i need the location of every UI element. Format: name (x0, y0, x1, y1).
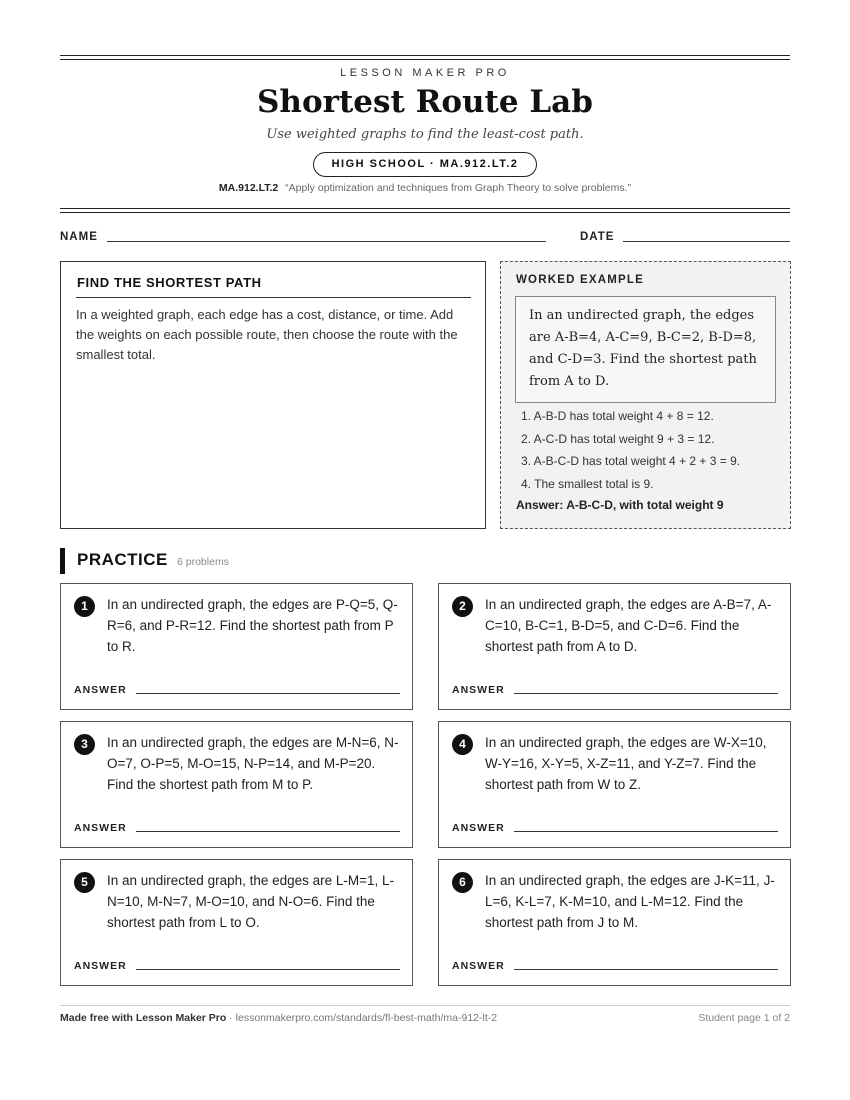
footer-maker: Made free with Lesson Maker Pro (60, 1012, 227, 1024)
footer-divider (60, 1005, 790, 1006)
worked-example-steps (521, 405, 786, 495)
date-field[interactable] (623, 241, 790, 242)
grade-standard-badge: HIGH SCHOOL · MA.912.LT.2 (313, 152, 537, 177)
problem-number-badge: 3 (74, 734, 95, 755)
intro-title: FIND THE SHORTEST PATH (77, 275, 262, 290)
problem-number-badge: 4 (452, 734, 473, 755)
problem-number-badge: 5 (74, 872, 95, 893)
problem-card-6 (438, 859, 791, 986)
worked-example-step: 4. The smallest total is 9. (521, 476, 654, 491)
header-divider-inner (60, 212, 790, 213)
answer-field[interactable] (514, 831, 778, 832)
worked-example-step: 1. A-B-D has total weight 4 + 8 = 12. (521, 409, 714, 423)
worked-example-step: 2. A-C-D has total weight 9 + 3 = 12. (521, 431, 715, 446)
problem-text: In an undirected graph, the edges are A-B=7, A-C=10, B-C=1, B-D=5, and C-D=6. Find the shortest path from A to D. (485, 597, 772, 654)
intro-box (60, 261, 486, 529)
problem-card-1 (60, 583, 413, 710)
standard-text: “Apply optimization and techniques from Graph Theory to solve problems.” (285, 182, 632, 194)
problem-text: In an undirected graph, the edges are J-K=11, J-L=6, K-L=7, K-M=10, and L-M=12. Find the shortest path from J to M. (485, 873, 775, 930)
problem-text: In an undirected graph, the edges are W-X=10, W-Y=16, X-Y=5, X-Z=11, and Y-Z=7. Find the shortest path from W to Z. (485, 735, 767, 792)
answer-field[interactable] (514, 969, 778, 970)
problem-number-badge: 1 (74, 596, 95, 617)
problem-card-5 (60, 859, 413, 986)
date-label: DATE (580, 231, 615, 243)
footer-url[interactable]: · lessonmakerpro.com/standards/fl-best-math/ma-912-lt-2 (229, 1012, 498, 1024)
worked-example-prompt: In an undirected graph, the edges are A-B=4, A-C=9, B-C=2, B-D=8, and C-D=3. Find the shortest path from A to D. (515, 296, 776, 403)
header-divider (60, 208, 790, 209)
footer-page-number: Student page 1 of 2 (698, 1012, 790, 1024)
answer-label: ANSWER (74, 960, 127, 972)
top-rule (60, 55, 790, 56)
name-field[interactable] (107, 241, 546, 242)
problem-card-4 (438, 721, 791, 848)
worked-example-answer: Answer: A-B-C-D, with total weight 9 (516, 498, 724, 512)
answer-label: ANSWER (452, 684, 505, 696)
practice-title: PRACTICE (77, 550, 168, 569)
brand-label: LESSON MAKER PRO (340, 67, 510, 79)
problem-text: In an undirected graph, the edges are M-N=6, N-O=7, O-P=5, M-O=15, N-P=14, and M-P=20. Find the shortest path from M to P. (107, 735, 399, 792)
answer-label: ANSWER (452, 960, 505, 972)
practice-count: 6 problems (177, 556, 229, 568)
intro-text: In a weighted graph, each edge has a cost, distance, or time. Add the weights on each possible route, then choose the route with the smallest total. (76, 307, 458, 362)
name-label: NAME (60, 231, 98, 243)
worked-example-title: WORKED EXAMPLE (516, 274, 644, 286)
page-title: Shortest Route Lab (257, 84, 593, 120)
problem-text: In an undirected graph, the edges are P-Q=5, Q-R=6, and P-R=12. Find the shortest path from P to R. (107, 597, 398, 654)
practice-accent-bar (60, 548, 65, 574)
standard-code: MA.912.LT.2 (218, 182, 279, 194)
answer-field[interactable] (136, 831, 400, 832)
intro-divider (76, 297, 471, 298)
answer-label: ANSWER (452, 822, 505, 834)
answer-field[interactable] (136, 693, 400, 694)
problem-card-3 (60, 721, 413, 848)
answer-label: ANSWER (74, 822, 127, 834)
answer-label: ANSWER (74, 684, 127, 696)
problem-number-badge: 2 (452, 596, 473, 617)
standard-line (0, 182, 850, 194)
problem-text: In an undirected graph, the edges are L-M=1, L-N=10, M-N=7, M-O=10, and N-O=6. Find the shortest path from L to O. (107, 873, 395, 930)
problem-card-2 (438, 583, 791, 710)
problem-number-badge: 6 (452, 872, 473, 893)
page-subtitle: Use weighted graphs to find the least-cost path. (266, 127, 584, 142)
worked-example-step: 3. A-B-C-D has total weight 4 + 2 + 3 = 9. (521, 454, 741, 468)
top-rule-inner (60, 59, 790, 60)
answer-field[interactable] (136, 969, 400, 970)
answer-field[interactable] (514, 693, 778, 694)
footer-credit (60, 1012, 497, 1024)
